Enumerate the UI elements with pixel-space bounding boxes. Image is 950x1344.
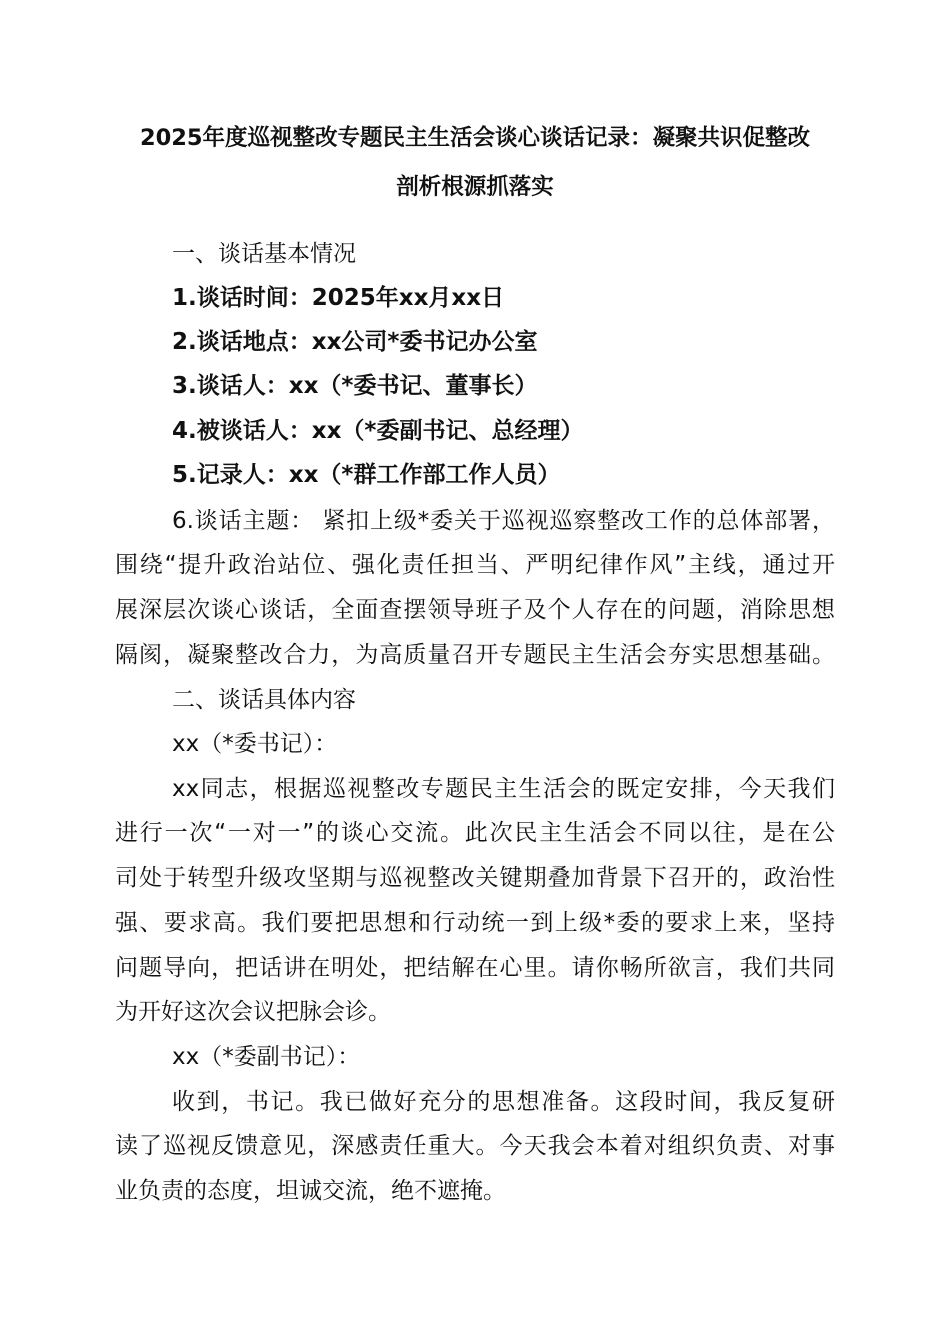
speaker-1-line: 问题导向，把话讲在明处，把结解在心里。请你畅所欲言，我们共同 xyxy=(115,955,835,981)
theme-line: 6.谈话主题： 紧扣上级*委关于巡视巡察整改工作的总体部署， xyxy=(172,508,835,534)
document-title-line-1: 2025年度巡视整改专题民主生活会谈心谈话记录：凝聚共识促整改 xyxy=(139,125,811,151)
theme-line: 隔阂，凝聚整改合力，为高质量召开专题民主生活会夯实思想基础。 xyxy=(115,642,835,668)
info-time: 1.谈话时间：2025年xx月xx日 xyxy=(172,285,505,311)
speaker-2-line: 业负责的态度，坦诚交流，绝不遮掩。 xyxy=(115,1178,506,1204)
speaker-1-line: 强、要求高。我们要把思想和行动统一到上级*委的要求上来，坚持 xyxy=(115,910,835,936)
theme-line: 展深层次谈心谈话，全面查摆领导班子及个人存在的问题，消除思想 xyxy=(115,597,835,623)
info-speaker: 3.谈话人：xx（*委书记、董事长） xyxy=(172,373,538,399)
speaker-1-label: xx（*委书记）： xyxy=(172,731,338,757)
speaker-1-line: 司处于转型升级攻坚期与巡视整改关键期叠加背景下召开的，政治性 xyxy=(115,865,835,891)
speaker-1-line: 为开好这次会议把脉会诊。 xyxy=(115,999,391,1025)
speaker-2-line: 收到，书记。我已做好充分的思想准备。这段时间，我反复研 xyxy=(172,1089,835,1115)
info-place: 2.谈话地点：xx公司*委书记办公室 xyxy=(172,329,538,355)
section-1-heading: 一、谈话基本情况 xyxy=(172,241,356,267)
speaker-1-line: 进行一次“一对一”的谈心交流。此次民主生活会不同以往，是在公 xyxy=(115,820,835,846)
theme-line: 围绕“提升政治站位、强化责任担当、严明纪律作风”主线，通过开 xyxy=(115,552,835,578)
document-title-line-2: 剖析根源抓落实 xyxy=(396,174,554,200)
speaker-1-line: xx同志，根据巡视整改专题民主生活会的既定安排，今天我们 xyxy=(172,776,835,802)
speaker-2-line: 读了巡视反馈意见，深感责任重大。今天我会本着对组织负责、对事 xyxy=(115,1133,835,1159)
info-interviewee: 4.被谈话人：xx（*委副书记、总经理） xyxy=(172,418,584,444)
info-recorder: 5.记录人：xx（*群工作部工作人员） xyxy=(172,462,561,488)
section-2-heading: 二、谈话具体内容 xyxy=(172,687,356,713)
speaker-2-label: xx（*委副书记）： xyxy=(172,1044,361,1070)
